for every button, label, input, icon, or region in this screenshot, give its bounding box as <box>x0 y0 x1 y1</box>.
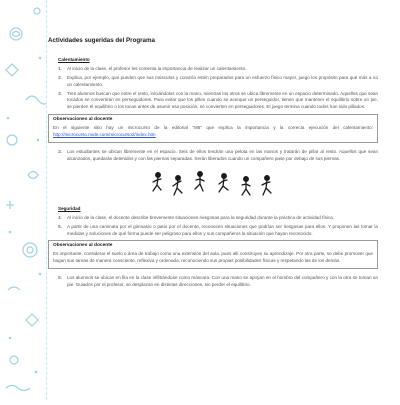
document-title: Actividades sugeridas del Programa <box>48 37 155 44</box>
note-body <box>53 251 373 265</box>
note-text: En el siguiente sitio hay un microcurso de la editorial "M5" que explica la importancia y la correcta ejecución del calentamiento: <box>53 125 373 131</box>
item-text: Los estudiantes se ubican libremente en el espacio. Seis de ellos tendrán una pelota en las manos y tratarán de pillar al resto. Aquellos que sean alcanzados, quedarán detenidos y con las piernas separadas. Serán liberados cuando un compañero pase por debajo de sus piernas. <box>67 148 378 161</box>
list-item <box>48 66 378 73</box>
item-text: Tres alumnos buscan que entre el resto, iniciándolos con la mano, mientras los otros se ubica libremente en un espacio determinado. Aquellos que sean tocados se convertirán en perseguidores. Para evitar que los pillen cuando se acerque un perseguidor, tienen que mantener el equilibrio sobre un pie, se pierden el equilibrio o los tocan antes de asumir esa posición, se convierten en perseguidores. El juego termina cuando todos han sido pillados. <box>67 90 378 110</box>
item-text: Al inicio de la clase, el docente describe brevemente situaciones riesgosas para la seguridad durante la práctica de actividad física. <box>67 214 335 220</box>
item-number: 6. <box>58 275 62 281</box>
list-item <box>48 75 378 89</box>
document-page <box>48 38 378 291</box>
item-number: 2. <box>58 74 62 80</box>
section-heading-seguridad: Seguridad <box>58 205 81 211</box>
item-number: 1. <box>58 65 62 71</box>
item-number: 5. <box>58 223 62 229</box>
teacher-note-box <box>48 114 378 143</box>
item-text: A partir de una caminata por el gimnasio o patio por el docente, reconocen situaciones que podrían ser riesgosas para ellos. Y proponen las tomar la medidas y soluciones de qué forma puede ser peligroso para ellos y sus compañeros la situación que hayan reconocido. <box>67 223 378 236</box>
item-text: Explica, por ejemplo, que pueden que sus músculos y corazón estén preparados para un esfuerzo físico mayor, juego los propósito para qué más a no un calentamiento. <box>67 74 378 87</box>
list-item <box>48 149 378 163</box>
list-item <box>48 215 378 222</box>
list-item <box>48 91 378 112</box>
item-text: Los alumnos se ubican en fila en la clase infiltrándose como máscara. Con una mano se apoyan en el hombro del compañero y con la otra se toman un pie. Guiados por el profesor, se desplazan en distintas direcciones, sin perder el equilibrio. <box>67 275 378 288</box>
item-number: 3. <box>58 90 62 96</box>
note-heading: Observaciones al docente <box>53 243 113 249</box>
note-text: Es importante, considerar el suelo o área de trabajo como una extensión del aula, pues allí construyen su aprendizaje. Por otra parte, se debe promover que hagan sus tareas de manera consciente, reflexiva y ordenada, reconociendo sus propias posibilidades físicas y respetando las de los demás. <box>53 251 373 264</box>
section-heading-calentamiento: Calentamiento <box>58 56 90 62</box>
item-text: Al inicio de la clase, el profesor les comenta la importancia de realizar un calentamiento. <box>67 65 247 71</box>
note-body <box>53 125 373 139</box>
item-number: 4. <box>58 214 62 220</box>
note-link[interactable]: http://microcurso.mide.com/microcurso2/index.htm <box>53 132 156 138</box>
decorative-sidebar <box>0 0 47 400</box>
running-children-illustration <box>48 170 378 200</box>
item-number: 3. <box>58 148 62 154</box>
teacher-note-box <box>48 240 378 269</box>
list-item <box>48 275 378 289</box>
list-item <box>48 224 378 238</box>
running-figures-icon <box>48 170 378 200</box>
note-heading: Observaciones al docente <box>53 117 113 123</box>
decorative-doodles-icon <box>0 0 46 400</box>
